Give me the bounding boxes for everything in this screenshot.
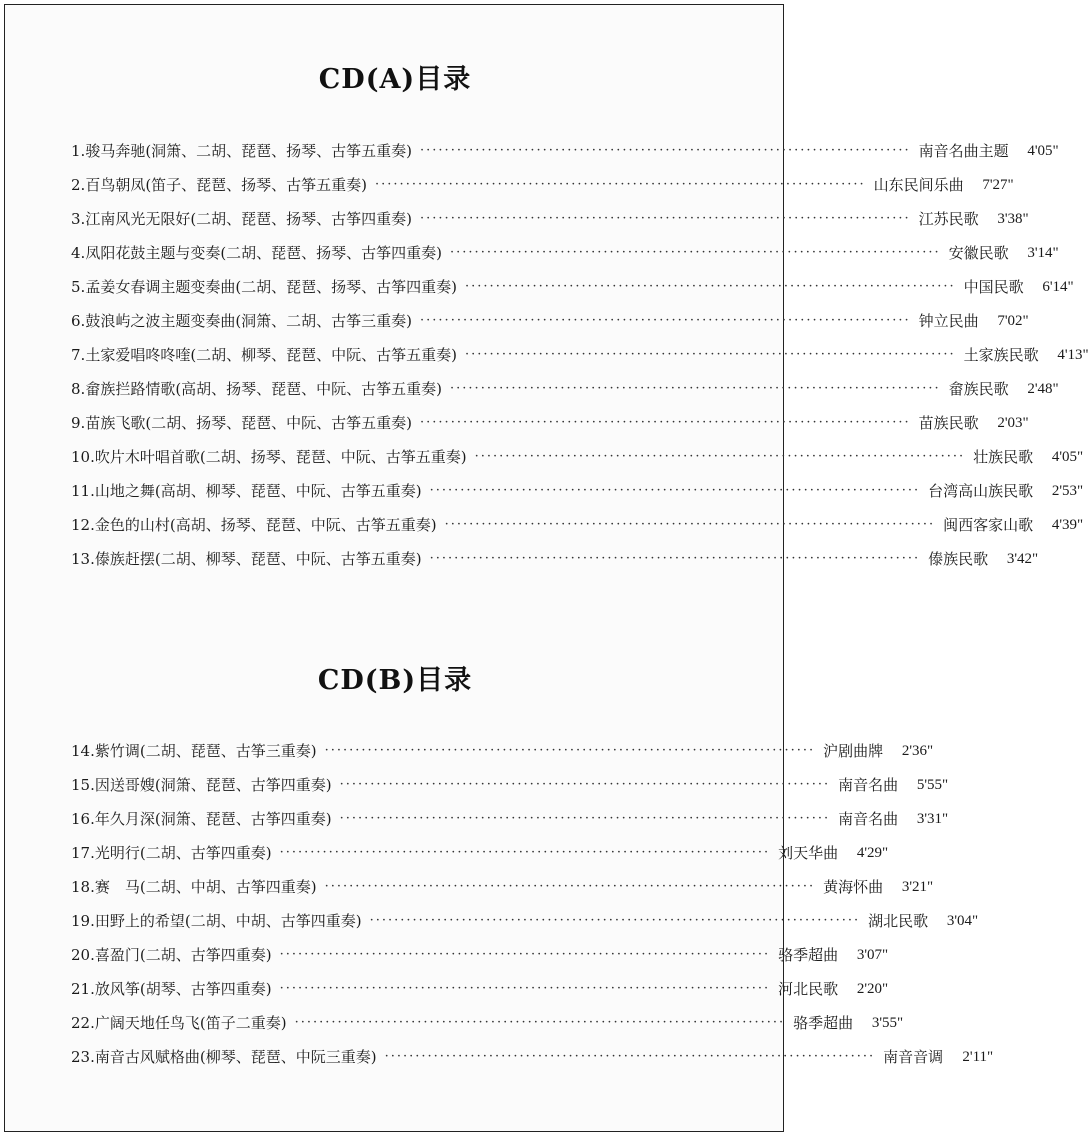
- track-number: 20.: [71, 946, 95, 964]
- track-number: 2.: [71, 176, 86, 194]
- track-origin: 刘天华曲: [778, 844, 839, 862]
- track-duration: 3'14": [1027, 245, 1059, 261]
- track-row: [71, 338, 1089, 372]
- track-duration: 7'27": [982, 177, 1014, 193]
- dot-leader: ················································································: [429, 483, 921, 498]
- track-number: 6.: [71, 312, 86, 330]
- track-row: [71, 440, 1084, 474]
- track-row: [71, 1040, 994, 1074]
- track-origin: 畲族民歌: [948, 380, 1009, 398]
- cd-a-track-list: [71, 134, 1089, 576]
- dot-leader: ················································································: [420, 143, 911, 158]
- track-duration: 3'38": [997, 211, 1029, 227]
- dot-leader: ················································································: [465, 347, 956, 362]
- dot-leader: ················································································: [420, 415, 911, 430]
- track-duration: 3'07": [856, 947, 889, 963]
- track-number: 14.: [71, 742, 95, 760]
- track-number: 21.: [71, 980, 95, 998]
- track-origin: 土家族民歌: [963, 346, 1039, 364]
- track-title: 田野上的希望(二胡、中胡、古筝四重奏): [94, 912, 362, 930]
- track-origin: 苗族民歌: [918, 414, 979, 432]
- track-number: 16.: [71, 810, 95, 828]
- track-duration: 7'02": [997, 313, 1029, 329]
- track-row: [71, 508, 1084, 542]
- track-title: 吹片木叶唱首歌(二胡、扬琴、琵琶、中阮、古筝五重奏): [94, 448, 467, 466]
- track-row: [71, 768, 949, 802]
- track-origin: 傣族民歌: [928, 550, 989, 568]
- track-duration: 2'11": [962, 1049, 994, 1065]
- track-number: 9.: [71, 414, 86, 432]
- dot-leader: ················································································: [324, 879, 816, 894]
- track-row: [71, 270, 1074, 304]
- track-duration: 2'03": [997, 415, 1029, 431]
- track-title: 傣族赶摆(二胡、柳琴、琵琶、中阮、古筝五重奏): [94, 550, 422, 568]
- track-duration: 3'21": [901, 879, 934, 895]
- track-row: [71, 372, 1059, 406]
- track-origin: 台湾高山族民歌: [928, 482, 1034, 500]
- track-duration: 2'20": [856, 981, 889, 997]
- track-title: 因送哥嫂(洞箫、琵琶、古筝四重奏): [94, 776, 332, 794]
- track-duration: 4'05": [1051, 449, 1084, 465]
- track-duration: 4'05": [1027, 143, 1059, 159]
- track-row: [71, 542, 1039, 576]
- track-origin: 南音名曲: [838, 776, 899, 794]
- track-number: 7.: [71, 346, 86, 364]
- track-origin: 黄海怀曲: [823, 878, 884, 896]
- dot-leader: ················································································: [294, 1015, 786, 1030]
- track-number: 8.: [71, 380, 86, 398]
- track-duration: 5'55": [916, 777, 949, 793]
- track-title: 金色的山村(高胡、扬琴、琵琶、中阮、古筝五重奏): [94, 516, 437, 534]
- track-row: [71, 972, 889, 1006]
- track-duration: 4'13": [1057, 347, 1089, 363]
- track-row: [71, 938, 889, 972]
- track-row: [71, 236, 1059, 270]
- track-number: 12.: [71, 516, 95, 534]
- dot-leader: ················································································: [384, 1049, 876, 1064]
- track-origin: 沪剧曲牌: [823, 742, 884, 760]
- track-row: [71, 904, 979, 938]
- dot-leader: ················································································: [474, 449, 966, 464]
- dot-leader: ················································································: [450, 381, 941, 396]
- track-number: 11.: [71, 482, 95, 500]
- dot-leader: ················································································: [324, 743, 816, 758]
- booklet-page: [4, 4, 1089, 1132]
- track-title: 山地之舞(高胡、柳琴、琵琶、中阮、古筝五重奏): [94, 482, 422, 500]
- track-number: 18.: [71, 878, 95, 896]
- track-row: [71, 734, 934, 768]
- track-number: 15.: [71, 776, 95, 794]
- dot-leader: ················································································: [420, 313, 911, 328]
- track-number: 13.: [71, 550, 95, 568]
- track-origin: 钟立民曲: [918, 312, 979, 330]
- track-duration: 3'04": [946, 913, 979, 929]
- dot-leader: ················································································: [279, 947, 771, 962]
- track-origin: 河北民歌: [778, 980, 839, 998]
- track-row: [71, 802, 949, 836]
- track-title: 放风筝(胡琴、古筝四重奏): [94, 980, 272, 998]
- track-duration: 3'55": [871, 1015, 904, 1031]
- track-duration: 2'53": [1051, 483, 1084, 499]
- track-number: 4.: [71, 244, 86, 262]
- dot-leader: ················································································: [339, 811, 831, 826]
- track-title: 江南风光无限好(二胡、琵琶、扬琴、古筝四重奏): [85, 210, 413, 228]
- track-title: 畲族拦路情歌(高胡、扬琴、琵琶、中阮、古筝五重奏): [85, 380, 443, 398]
- track-number: 19.: [71, 912, 95, 930]
- track-duration: 3'42": [1006, 551, 1039, 567]
- track-number: 1.: [71, 142, 86, 160]
- track-origin: 中国民歌: [963, 278, 1024, 296]
- dot-leader: ················································································: [279, 981, 771, 996]
- track-origin: 闽西客家山歌: [943, 516, 1034, 534]
- cd-b-title: CD(B)目录: [317, 665, 473, 696]
- dot-leader: ················································································: [444, 517, 936, 532]
- track-title: 广阔天地任鸟飞(笛子二重奏): [94, 1014, 287, 1032]
- track-row: [71, 304, 1029, 338]
- track-duration: 2'36": [901, 743, 934, 759]
- track-title: 百鸟朝凤(笛子、琵琶、扬琴、古筝五重奏): [85, 176, 368, 194]
- cd-a-title: CD(A)目录: [318, 64, 472, 95]
- track-origin: 山东民间乐曲: [873, 176, 964, 194]
- track-number: 5.: [71, 278, 86, 296]
- track-duration: 4'39": [1051, 517, 1084, 533]
- track-row: [71, 1006, 904, 1040]
- track-title: 凤阳花鼓主题与变奏(二胡、琵琶、扬琴、古筝四重奏): [85, 244, 443, 262]
- dot-leader: ················································································: [375, 177, 866, 192]
- track-origin: 骆季超曲: [793, 1014, 854, 1032]
- track-origin: 壮族民歌: [973, 448, 1034, 466]
- track-number: 10.: [71, 448, 95, 466]
- cd-b-track-list: [71, 734, 994, 1074]
- track-row: [71, 406, 1029, 440]
- track-row: [71, 168, 1014, 202]
- dot-leader: ················································································: [339, 777, 831, 792]
- track-origin: 南音名曲: [838, 810, 899, 828]
- track-row: [71, 474, 1084, 508]
- track-number: 22.: [71, 1014, 95, 1032]
- track-title: 喜盈门(二胡、古筝四重奏): [94, 946, 272, 964]
- track-origin: 南音名曲主题: [918, 142, 1009, 160]
- track-title: 年久月深(洞箫、琵琶、古筝四重奏): [94, 810, 332, 828]
- track-row: [71, 134, 1059, 168]
- dot-leader: ················································································: [420, 211, 911, 226]
- track-title: 紫竹调(二胡、琵琶、古筝三重奏): [94, 742, 317, 760]
- dot-leader: ················································································: [369, 913, 861, 928]
- track-origin: 骆季超曲: [778, 946, 839, 964]
- track-duration: 4'29": [856, 845, 889, 861]
- dot-leader: ················································································: [279, 845, 771, 860]
- track-origin: 南音音调: [883, 1048, 944, 1066]
- track-duration: 6'14": [1042, 279, 1074, 295]
- track-duration: 3'31": [916, 811, 949, 827]
- track-title: 赛 马(二胡、中胡、古筝四重奏): [94, 878, 317, 896]
- track-row: [71, 870, 934, 904]
- track-title: 骏马奔驰(洞箫、二胡、琵琶、扬琴、古筝五重奏): [85, 142, 413, 160]
- track-title: 南音古风赋格曲(柳琴、琵琶、中阮三重奏): [94, 1048, 377, 1066]
- track-title: 孟姜女春调主题变奏曲(二胡、琵琶、扬琴、古筝四重奏): [85, 278, 458, 296]
- track-duration: 2'48": [1027, 381, 1059, 397]
- track-title: 鼓浪屿之波主题变奏曲(洞箫、二胡、古筝三重奏): [85, 312, 413, 330]
- track-number: 3.: [71, 210, 86, 228]
- dot-leader: ················································································: [465, 279, 956, 294]
- track-row: [71, 836, 889, 870]
- track-row: [71, 202, 1029, 236]
- track-title: 土家爱唱咚咚喹(二胡、柳琴、琵琶、中阮、古筝五重奏): [85, 346, 458, 364]
- track-title: 苗族飞歌(二胡、扬琴、琵琶、中阮、古筝五重奏): [85, 414, 413, 432]
- dot-leader: ················································································: [429, 551, 921, 566]
- track-origin: 江苏民歌: [918, 210, 979, 228]
- track-number: 17.: [71, 844, 95, 862]
- track-origin: 安徽民歌: [948, 244, 1009, 262]
- track-origin: 湖北民歌: [868, 912, 929, 930]
- track-title: 光明行(二胡、古筝四重奏): [94, 844, 272, 862]
- dot-leader: ················································································: [450, 245, 941, 260]
- track-number: 23.: [71, 1048, 95, 1066]
